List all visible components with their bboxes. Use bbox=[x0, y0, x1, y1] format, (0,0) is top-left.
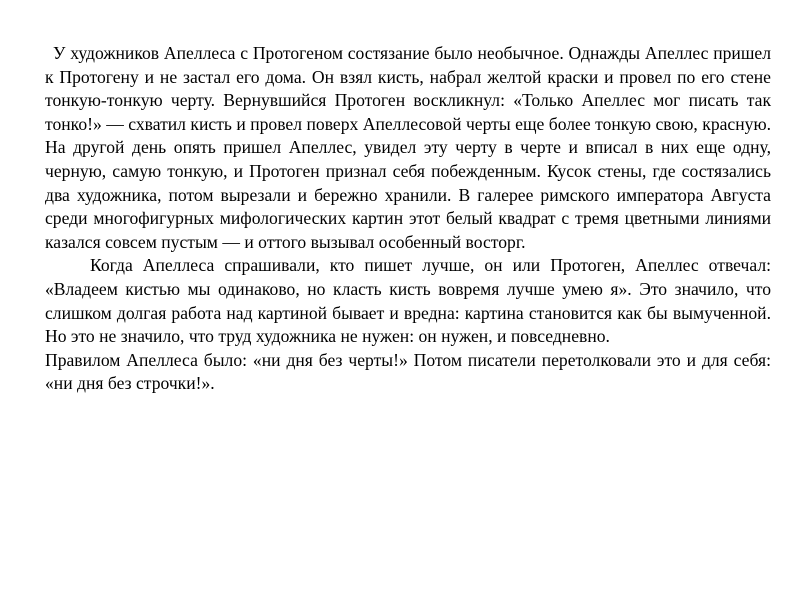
paragraph-apelles-answer: Когда Апеллеса спрашивали, кто пишет лучше, он или Протоген, Апеллес отвечал: «Владеем кистью мы одинаково, но класть кисть вовремя лучше умею я». Это значило, что слишком долгая работа над картиной бывает и вредна: картина становится как бы вымученной. Но это не значило, что труд художника не нужен: он нужен, и повседневно. bbox=[45, 255, 771, 347]
document-body bbox=[45, 42, 771, 396]
paragraph-apelles-rule: Правилом Апеллеса было: «ни дня без черты!» Потом писатели перетолковали это и для себя: «ни дня без строчки!». bbox=[45, 349, 771, 394]
paragraph-apelles-protogenes-contest: У художников Апеллеса с Протогеном состязание было необычное. Однажды Апеллес пришел к Протогену и не застал его дома. Он взял кисть, набрал желтой краски и провел по его стене тонкую-тонкую черту. Вернувшийся Протоген воскликнул: «Только Апеллес мог писать так тонко!» — схватил кисть и провел поверх Апеллесовой черты еще более тонкую свою, красную. На другой день опять пришел Апеллес, увидел эту черту в черте и вписал в них еще одну, черную, самую тонкую, и Протоген признал себя побежденным. Кусок стены, где состязались два художника, потом вырезали и бережно хранили. В галерее римского императора Августа среди многофигурных мифологических картин этот белый квадрат с тремя цветными линиями казался совсем пустым — и оттого вызывал особенный восторг. bbox=[45, 43, 771, 252]
